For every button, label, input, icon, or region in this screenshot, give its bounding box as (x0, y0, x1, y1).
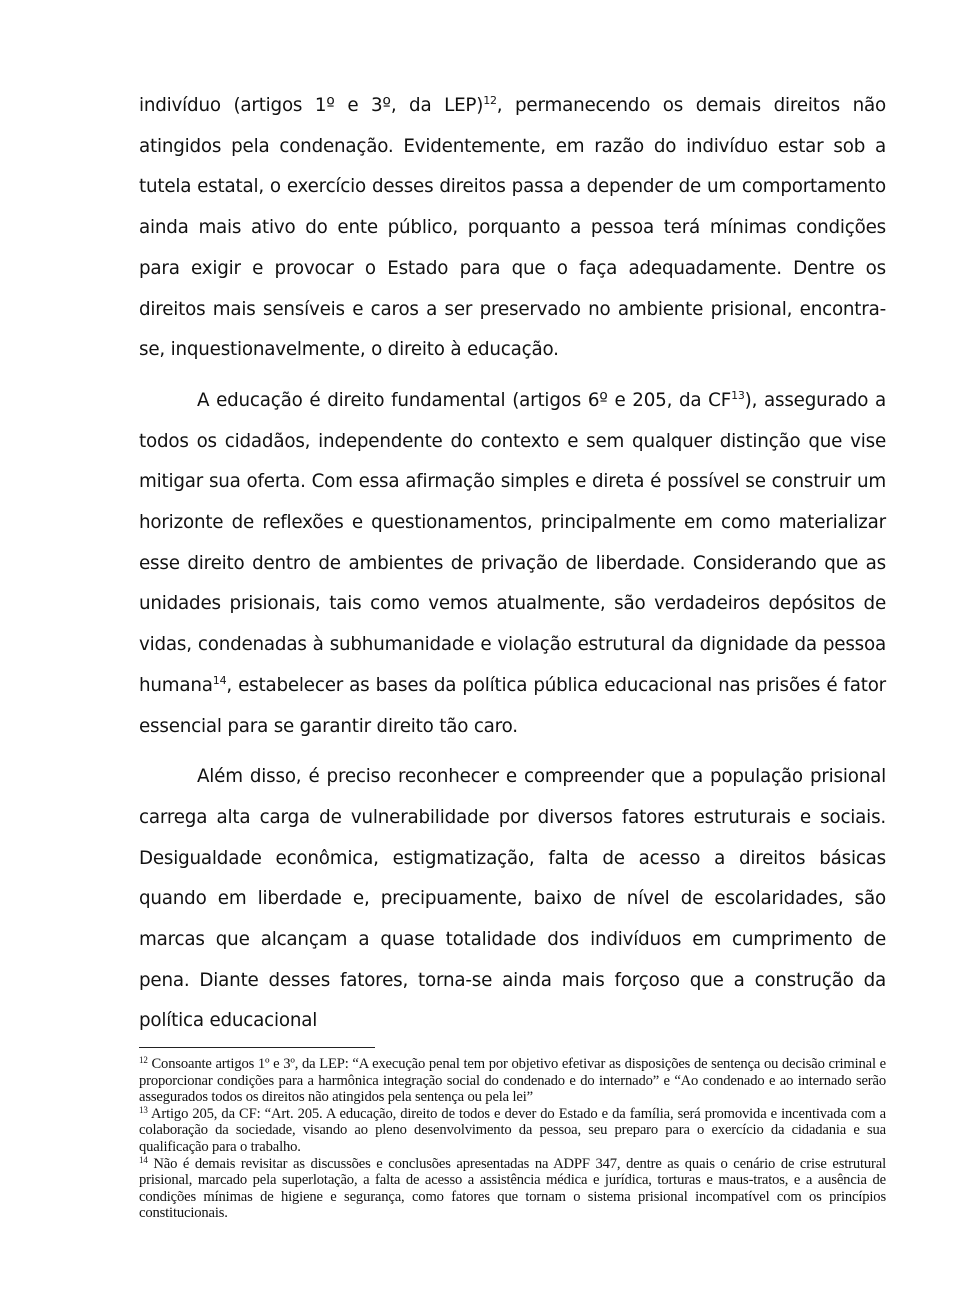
footnote-number: 13 (139, 1104, 148, 1115)
footnote-number: 12 (139, 1055, 148, 1065)
paragraph-2-text-c: , estabelecer as bases da política pública educacional nas prisões é fator essencial para se garantir direito tão caro. (139, 674, 886, 737)
footnote-ref-13[interactable]: 13 (731, 388, 745, 402)
footnote-ref-12[interactable]: 12 (483, 94, 497, 107)
footnote-separator (139, 1047, 375, 1048)
footnote-12 (139, 1056, 886, 1106)
footnote-13 (139, 1106, 886, 1156)
footnotes (139, 1056, 886, 1222)
paragraph-1-text-a: indivíduo (artigos 1º e 3º, da LEP) (139, 95, 484, 116)
paragraph-2-text-b: ), assegurado a todos os cidadãos, independente do contexto e sem qualquer distinção que vise mitigar sua oferta. Com essa afirmação simples e direta é possível se construir um horizonte de reflexões e questionamentos, principalmente em como materializar esse direito dentro de ambientes de privação de liberdade. Considerando que as unidades prisionais, tais como vemos atualmente, são verdadeiros depósitos de vidas, condenadas à subhumanidade e violação estrutural da dignidade da pessoa humana (139, 389, 886, 696)
footnote-14 (139, 1156, 886, 1222)
paragraph-3 (139, 757, 886, 1042)
footnote-text: Artigo 205, da CF: “Art. 205. A educação, direito de todos e dever do Estado e da família, será promovida e incentivada com a colaboração da sociedade, visando ao pleno desenvolvimento da pessoa, seu preparo para o exercício da cidadania e sua qualificação para o trabalho. (139, 1105, 886, 1155)
paragraph-1-text-b: , permanecendo os demais direitos não atingidos pela condenação. Evidentemente, em razão do indivíduo estar sob a tutela estatal, o exercício desses direitos passa a depender de um comportamento ainda mais ativo do ente público, porquanto a pessoa terá mínimas condições para exigir e provocar o Estado para que o faça adequadamente. Dentre os direitos mais sensíveis e caros a ser preservado no ambiente prisional, encontra-se, inquestionavelmente, o direito à educação. (139, 95, 886, 361)
footnote-number: 14 (139, 1154, 148, 1165)
paragraph-2 (139, 381, 886, 747)
footnote-text: Não é demais revisitar as discussões e conclusões apresentadas na ADPF 347, dentre as quais o cenário de crise estrutural prisional, marcado pela superlotação, a falta de acesso a assistência médica e jurídica, torturas e maus-tratos, e a ausência de condições mínimas de higiene e segurança, como fatores que tornam o sistema prisional incompatível com os princípios constitucionais. (139, 1155, 886, 1222)
body-text (139, 86, 886, 1042)
paragraph-2-text-a: A educação é direito fundamental (artigos 6º e 205, da CF (197, 389, 732, 411)
footnote-ref-14[interactable]: 14 (212, 673, 227, 687)
paragraph-1 (139, 86, 886, 371)
footnote-text: Consoante artigos 1º e 3º, da LEP: “A execução penal tem por objetivo efetivar as disposições de sentença ou decisão criminal e proporcionar condições para a harmônica integração social do condenado e do internado” e “Ao condenado e ao internado serão assegurados todos os direitos não atingidos pela sentença ou pela lei” (139, 1056, 886, 1106)
paragraph-3-text-a: Além disso, é preciso reconhecer e compreender que a população prisional carrega alta carga de vulnerabilidade por diversos fatores estruturais e sociais. Desigualdade econômica, estigmatização, falta de acesso a direitos básicas quando em liberdade e, precipuamente, baixo de nível de escolaridades, são marcas que alcançam a quase totalidade dos indivíduos em cumprimento de pena. Diante desses fatores, torna-se ainda mais forçoso que a construção da política educacional (139, 766, 886, 1032)
